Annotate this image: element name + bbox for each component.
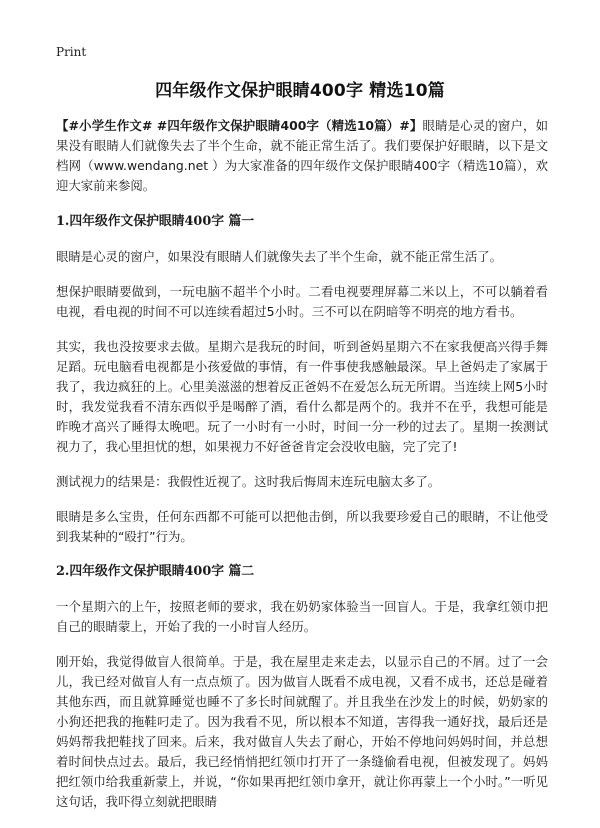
intro-lead: 【#小学生作文# #四年级作文保护眼睛400字（精选10篇）#】 [56,118,423,133]
section-2 [56,562,548,812]
paragraph: 一个星期六的上午，按照老师的要求，我在奶奶家体验当一回盲人。于是，我拿红领巾把自己的眼睛蒙上，开始了我的一小时盲人经历。 [56,599,548,634]
section-1 [56,212,548,547]
intro-text: 眼睛是心灵的窗户，如果没有眼睛人们就像失去了半个生命，就不能正常生活了。我们要保护好眼睛，以下是文档网（www.wendang.net ）为大家准备的四年级作文保护眼睛400字（精选10篇），欢迎大家前来参阅。 [56,118,548,193]
paragraph: 测试视力的结果是：我假性近视了。这时我后悔周末连玩电脑太多了。 [56,474,441,489]
print-label: Print [56,45,87,59]
intro-paragraph [56,116,548,196]
page-title: 四年级作文保护眼睛400字 精选10篇 [155,81,445,101]
paragraph: 其实，我也没按要求去做。星期六是我玩的时间，听到爸妈星期六不在家我便高兴得手舞足蹈。玩电脑看电视都是小孩爱做的事情，有一件事使我感触最深。早上爸妈走了家属于我了，我边疯狂的上。心里美滋滋的想着反正爸妈不在爱怎么玩无所谓。当连续上网5小时时，我发觉我看不清东西似乎是喝醉了酒，看什么都是两个的。我并不在乎，我想可能是昨晚才高兴了睡得太晚吧。玩了一小时有一小时，时间一分一秒的过去了。星期一挨测试视力了，我心里担忧的想，如果视力不好爸爸肯定会没收电脑，完了完了! [56,339,548,454]
paragraph: 刚开始，我觉得做盲人很简单。于是，我在屋里走来走去，以显示自己的不屑。过了一会儿，我已经对做盲人有一点点烦了。因为做盲人既看不成电视，又看不成书，还总是碰着其他东西，而且就算睡觉也睡不了多长时间就醒了。并且我坐在沙发上的时候，奶奶家的小狗还把我的拖鞋叼走了。因为我看不见，所以根本不知道，害得我一通好找，最后还是妈妈帮我把鞋找了回来。后来，我对做盲人失去了耐心，开始不停地问妈妈时间，并总想着时间快点过去。最后，我已经悄悄把红领巾打开了一条缝偷看电视，但被发现了。妈妈把红领巾给我重新蒙上，并说，“你如果再把红领巾拿开，就让你再蒙上一个小时。”一听见这句话，我吓得立刻就把眼睛 [56,654,548,809]
paragraph: 想保护眼睛要做到，一玩电脑不超半个小时。二看电视要理屏幕二米以上，不可以躺着看电视，看电视的时间不可以连续看超过5小时。三不可以在阴暗等不明亮的地方看书。 [56,284,548,319]
section-heading: 2.四年级作文保护眼睛400字 篇二 [56,564,255,579]
section-heading: 1.四年级作文保护眼睛400字 篇一 [56,214,255,229]
paragraph: 眼睛是心灵的窗户，如果没有眼睛人们就像失去了半个生命，就不能正常生活了。 [56,249,503,264]
article-body [56,116,548,827]
paragraph: 眼睛是多么宝贵，任何东西都不可能可以把他击倒，所以我要珍爱自己的眼睛，不让他受到我某种的“殴打”行为。 [56,509,548,544]
